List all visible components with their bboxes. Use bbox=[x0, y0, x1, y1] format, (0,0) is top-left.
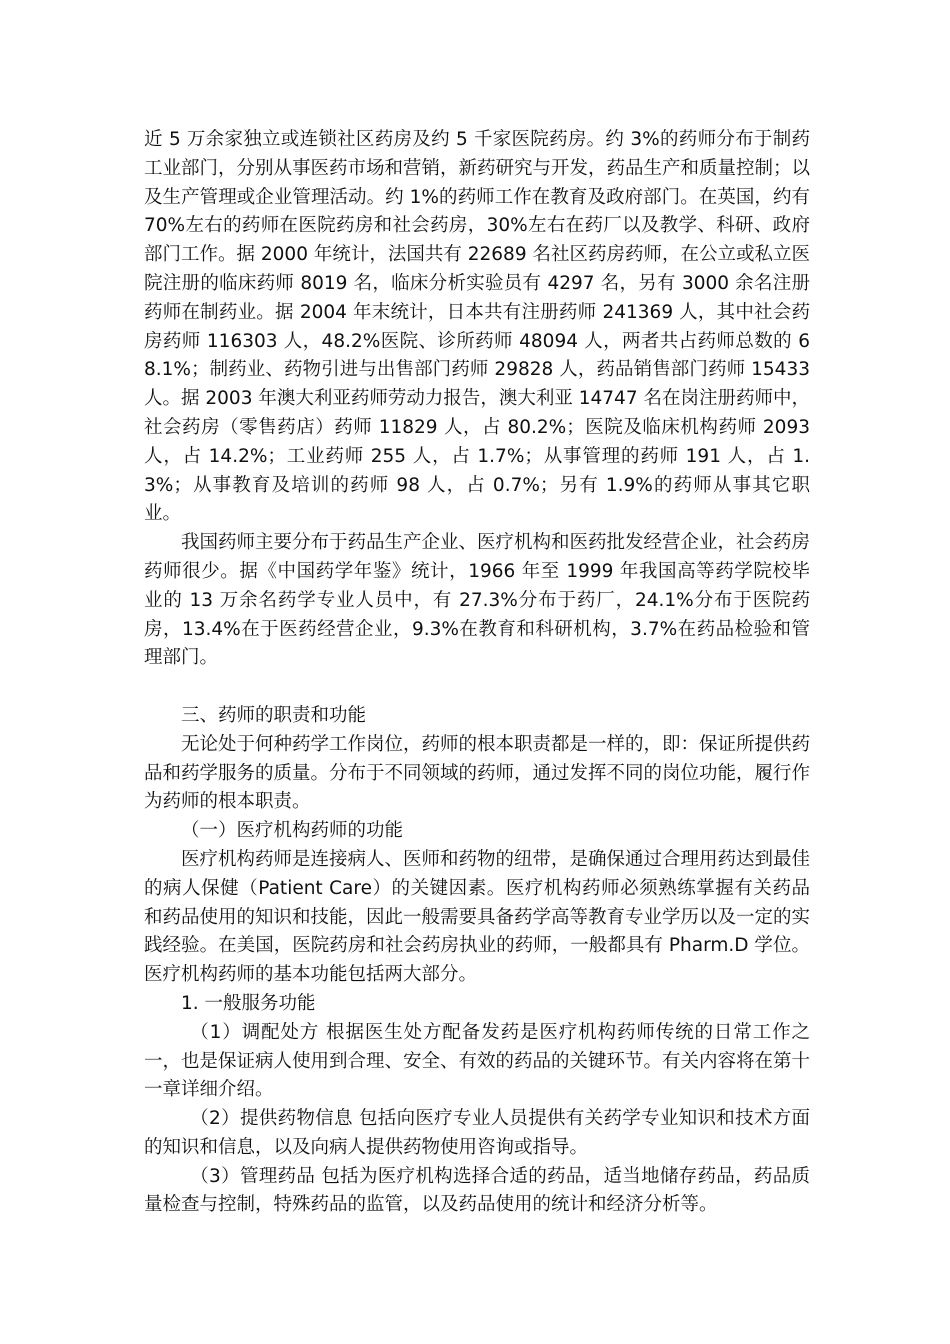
document-page bbox=[144, 126, 810, 1220]
paragraph-hospital-pharmacist: 医疗机构药师是连接病人、医师和药物的纽带，是确保通过合理用药达到最佳的病人保健（Patient Care）的关键因素。医疗机构药师必须熟练掌握有关药品和药品使用的知识和技能，因此一般需要具备药学高等教育专业学历以及一定的实践经验。在美国，医院药房和社会药房执业的药师，一般都具有 Pharm.D 学位。医疗机构药师的基本功能包括两大部分。 bbox=[144, 848, 811, 986]
list-item-drug-management: （3）管理药品 包括为医疗机构选择合适的药品，适当地储存药品，药品质量检查与控制，特殊药品的监管，以及药品使用的统计和经济分析等。 bbox=[144, 1165, 810, 1216]
subsection-heading-hospital-pharmacist: （一）医疗机构药师的功能 bbox=[181, 820, 404, 842]
paragraph-pharmacist-distribution-china: 我国药师主要分布于药品生产企业、医疗机构和医药批发经营企业，社会药房药师很少。据《中国药学年鉴》统计，1966 年至 1999 年我国高等药学院校毕业的 13 万余名药学专业人员中，有 27.3%分布于药厂，24.1%分布于医院药房，13.4%在于医药经营企业，9.3%在教育和科研机构，3.7%在药品检验和管理部门。 bbox=[144, 532, 811, 669]
paragraph-pharmacist-distribution-abroad: 近 5 万余家独立或连锁社区药房及约 5 千家医院药房。约 3%的药师分布于制药工业部门，分别从事医药市场和营销，新药研究与开发，药品生产和质量控制；以及生产管理或企业管理活动。约 1%的药师工作在教育及政府部门。在英国，约有 70%左右的药师在医院药房和社会药房，30%左右在药厂以及教学、科研、政府部门工作。据 2000 年统计，法国共有 22689 名社区药房药师，在公立或私立医院注册的临床药师 8019 名，临床分析实验员有 4297 名，另有 3000 余名注册药师在制药业。据 2004 年末统计，日本共有注册药师 241369 人，其中社会药房药师 116303 人，48.2%医院、诊所药师 48094 人，两者共占药师总数的 68.1%；制药业、药物引进与出售部门药师 29828 人，药品销售部门药师 15433 人。据 2003 年澳大利亚药师劳动力报告，澳大利亚 14747 名在岗注册药师中，社会药房（零售药店）药师 11829 人，占 80.2%；医院及临床机构药师 2093 人，占 14.2%；工业药师 255 人，占 1.7%；从事管理的药师 191 人，占 1.3%；从事教育及培训的药师 98 人，占 0.7%；另有 1.9%的药师从事其它职业。 bbox=[144, 129, 811, 525]
list-item-drug-information: （2）提供药物信息 包括向医疗专业人员提供有关药学专业知识和技术方面的知识和信息，以及向病人提供药物使用咨询或指导。 bbox=[144, 1108, 810, 1158]
list-item-dispensing: （1）调配处方 根据医生处方配备发药是医疗机构药师传统的日常工作之一，也是保证病人使用到合理、安全、有效的药品的关键环节。有关内容将在第十一章详细介绍。 bbox=[144, 1021, 811, 1101]
subheading-general-services: 1. 一般服务功能 bbox=[181, 992, 316, 1014]
section-spacer bbox=[144, 673, 810, 702]
section-heading-duties: 三、药师的职责和功能 bbox=[181, 704, 367, 726]
paragraph-fundamental-duty: 无论处于何种药学工作岗位，药师的根本职责都是一样的，即：保证所提供药品和药学服务的质量。分布于不同领域的药师，通过发挥不同的岗位功能，履行作为药师的根本职责。 bbox=[144, 733, 811, 813]
